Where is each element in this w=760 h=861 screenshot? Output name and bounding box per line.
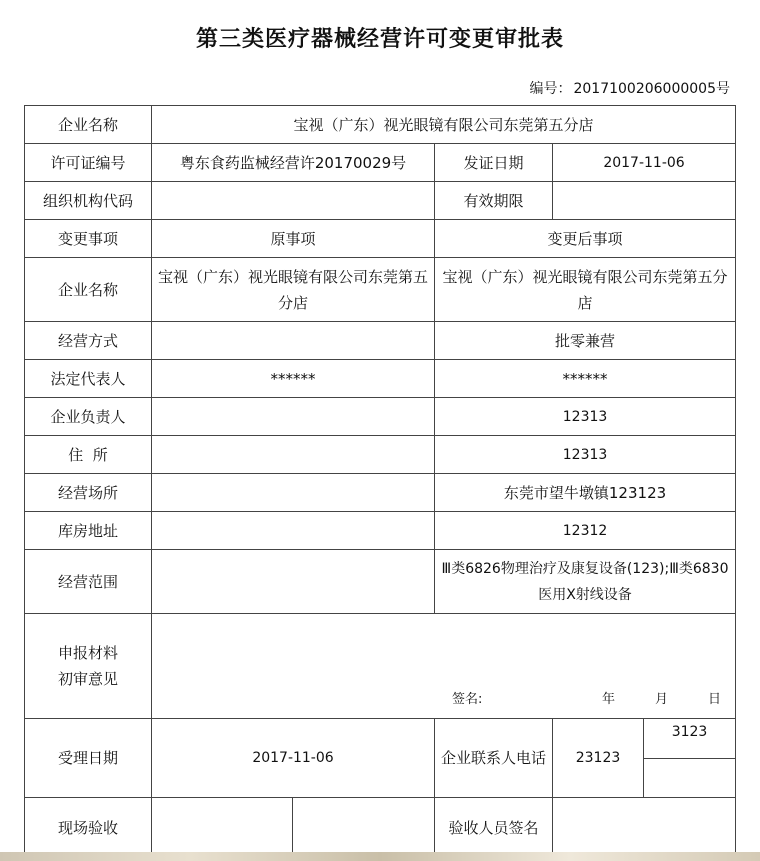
doc-number-label: 编号： xyxy=(529,81,572,97)
after-label: 变更后事项 xyxy=(435,220,736,258)
residence-before xyxy=(152,436,435,474)
contact-value: 23123 xyxy=(553,719,644,798)
original-label: 原事项 xyxy=(152,220,435,258)
mode-after: 批零兼营 xyxy=(435,322,736,360)
inspection-label: 现场验收 xyxy=(25,798,152,858)
inspection-blank-2 xyxy=(293,798,435,858)
org-code-value xyxy=(152,182,435,220)
row-warehouse xyxy=(25,512,736,550)
issue-date-value: 2017-11-06 xyxy=(553,144,736,182)
name-before: 宝视（广东）视光眼镜有限公司东莞第五分店 xyxy=(152,258,435,322)
opinion-label-line-1: 申报材料 xyxy=(57,644,118,662)
accept-date-label: 受理日期 xyxy=(25,719,152,798)
row-legal-rep xyxy=(25,360,736,398)
scope-after: Ⅲ类6826物理治疗及康复设备(123);Ⅲ类6830医用X射线设备 xyxy=(435,550,736,614)
row-accept-1 xyxy=(25,719,736,759)
form-title: 第三类医疗器械经营许可变更审批表 xyxy=(195,27,564,52)
license-no-value: 粤东食药监械经营许20170029号 xyxy=(152,144,435,182)
day-label: 日 xyxy=(708,692,722,707)
row-name-change xyxy=(25,258,736,322)
row-change-header xyxy=(25,220,736,258)
org-code-label: 组织机构代码 xyxy=(25,182,152,220)
scanned-edge-strip xyxy=(0,852,760,861)
license-no-label: 许可证编号 xyxy=(25,144,152,182)
warehouse-before xyxy=(152,512,435,550)
issue-date-label: 发证日期 xyxy=(435,144,553,182)
row-opinion xyxy=(25,614,736,719)
head-label: 企业负责人 xyxy=(25,398,152,436)
row-org-code xyxy=(25,182,736,220)
contact-label: 企业联系人电话 xyxy=(435,719,553,798)
validity-label: 有效期限 xyxy=(435,182,553,220)
company-name-label: 企业名称 xyxy=(25,106,152,144)
doc-number xyxy=(527,78,730,98)
inspector-sign-value xyxy=(553,798,736,858)
date-fields xyxy=(562,692,721,708)
head-before xyxy=(152,398,435,436)
approval-table xyxy=(24,105,736,858)
legal-rep-label: 法定代表人 xyxy=(25,360,152,398)
month-label: 月 xyxy=(655,692,669,707)
row-scope xyxy=(25,550,736,614)
name-label: 企业名称 xyxy=(25,258,152,322)
legal-rep-after: ****** xyxy=(435,360,736,398)
name-after: 宝视（广东）视光眼镜有限公司东莞第五分店 xyxy=(435,258,736,322)
mode-before xyxy=(152,322,435,360)
company-name-value: 宝视（广东）视光眼镜有限公司东莞第五分店 xyxy=(152,106,736,144)
change-item-label: 变更事项 xyxy=(25,220,152,258)
row-inspection xyxy=(25,798,736,858)
sign-label: 签名: xyxy=(452,692,483,707)
premises-label: 经营场所 xyxy=(25,474,152,512)
row-head xyxy=(25,398,736,436)
premises-before xyxy=(152,474,435,512)
inspection-blank-1 xyxy=(152,798,293,858)
validity-value xyxy=(553,182,736,220)
head-after: 12313 xyxy=(435,398,736,436)
warehouse-label: 库房地址 xyxy=(25,512,152,550)
inspector-sign-label: 验收人员签名 xyxy=(435,798,553,858)
doc-number-value: 2017100206000005号 xyxy=(573,81,730,97)
accept-date-value: 2017-11-06 xyxy=(152,719,435,798)
warehouse-after: 12312 xyxy=(435,512,736,550)
residence-after: 12313 xyxy=(435,436,736,474)
legal-rep-before: ****** xyxy=(152,360,435,398)
row-residence xyxy=(25,436,736,474)
opinion-label-line-2: 初审意见 xyxy=(57,670,118,688)
opinion-area xyxy=(152,614,736,719)
row-license xyxy=(25,144,736,182)
mode-label: 经营方式 xyxy=(25,322,152,360)
contact-extra: 3123 xyxy=(644,719,736,759)
year-label: 年 xyxy=(602,692,616,707)
row-premises xyxy=(25,474,736,512)
premises-after: 东莞市望牛墩镇123123 xyxy=(435,474,736,512)
row-mode xyxy=(25,322,736,360)
contact-extra-blank xyxy=(644,758,736,798)
scope-before xyxy=(152,550,435,614)
opinion-label xyxy=(25,614,152,719)
residence-label: 住 所 xyxy=(25,436,152,474)
row-company-name xyxy=(25,106,736,144)
scope-label: 经营范围 xyxy=(25,550,152,614)
